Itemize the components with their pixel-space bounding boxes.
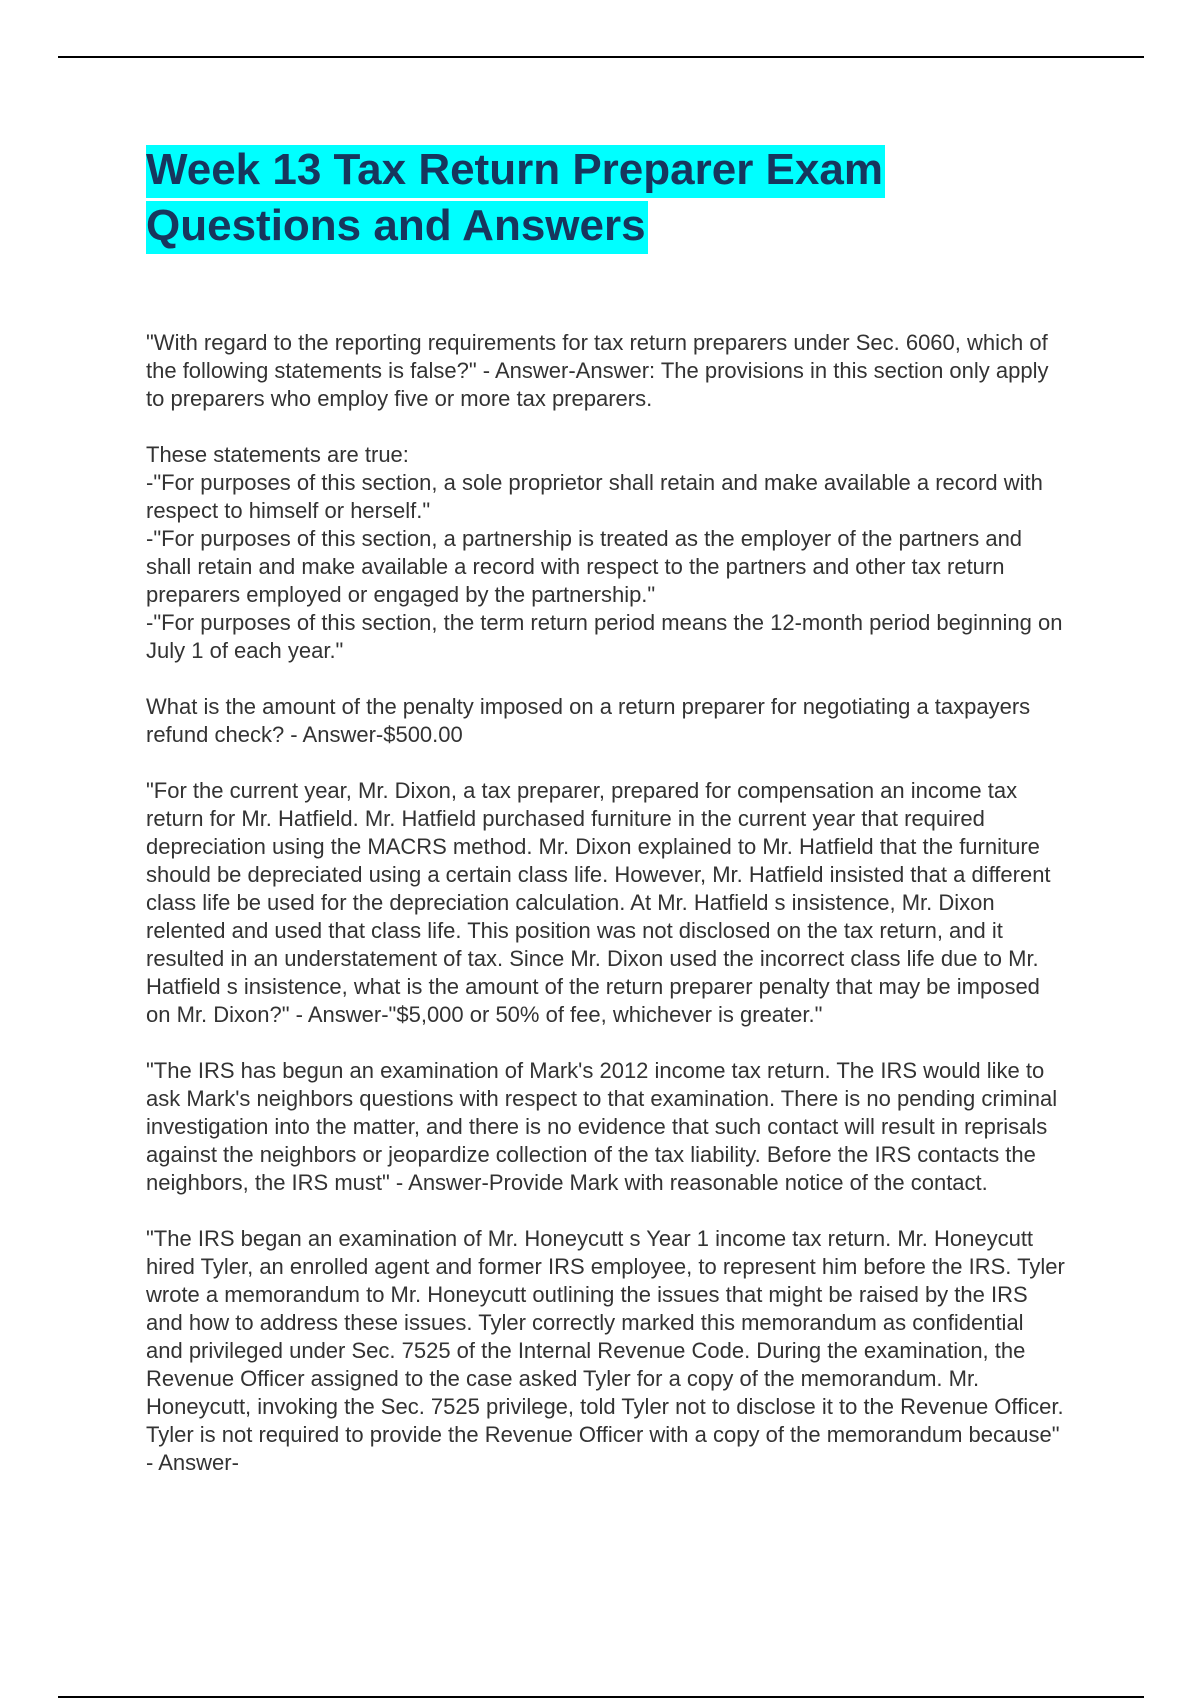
qa-paragraph-3: What is the amount of the penalty imposed on a return preparer for negotiating a taxpayers refund check? - Answer-$500.00: [146, 694, 1031, 747]
document-body: [146, 329, 1066, 1505]
bottom-rule: [58, 1696, 1144, 1698]
top-rule: [58, 56, 1144, 58]
qa-paragraph-2: These statements are true: -"For purposes of this section, a sole proprietor shall retain and make available a record with respect to himself or herself." -"For purposes of this section, a partnership is treated as the employer of the partners and shall retain and make available a record with respect to the partners and other tax return preparers employed or engaged by the partnership." -"For purposes of this section, the term return period means the 12-month period beginning on July 1 of each year.": [146, 442, 1063, 663]
qa-paragraph-5: "The IRS has begun an examination of Mark's 2012 income tax return. The IRS would like to ask Mark's neighbors questions with respect to that examination. There is no pending criminal investigation into the matter, and there is no evidence that such contact will result in reprisals against the neighbors or jeopardize collection of the tax liability. Before the IRS contacts the neighbors, the IRS must" - Answer-Provide Mark with reasonable notice of the contact.: [146, 1058, 1058, 1195]
page-title-text: Week 13 Tax Return Preparer Exam Questions and Answers: [146, 145, 885, 254]
qa-paragraph-4: "For the current year, Mr. Dixon, a tax preparer, prepared for compensation an income tax return for Mr. Hatfield. Mr. Hatfield purchased furniture in the current year that required depreciation using the MACRS method. Mr. Dixon explained to Mr. Hatfield that the furniture should be depreciated using a certain class life. However, Mr. Hatfield insisted that a different class life be used for the depreciation calculation. At Mr. Hatfield s insistence, Mr. Dixon relented and used that class life. This position was not disclosed on the tax return, and it resulted in an understatement of tax. Since Mr. Dixon used the incorrect class life due to Mr. Hatfield s insistence, what is the amount of the return preparer penalty that may be imposed on Mr. Dixon?" - Answer-"$5,000 or 50% of fee, whichever is greater.": [146, 778, 1051, 1027]
qa-paragraph-1: "With regard to the reporting requirements for tax return preparers under Sec. 6060, which of the following statements is false?" - Answer-Answer: The provisions in this section only apply to preparers who employ five or more tax preparers.: [146, 330, 1049, 411]
page-title: [146, 142, 1046, 254]
qa-paragraph-6: "The IRS began an examination of Mr. Honeycutt s Year 1 income tax return. Mr. Honeycutt hired Tyler, an enrolled agent and former IRS employee, to represent him before the IRS. Tyler wrote a memorandum to Mr. Honeycutt outlining the issues that might be raised by the IRS and how to address these issues. Tyler correctly marked this memorandum as confidential and privileged under Sec. 7525 of the Internal Revenue Code. During the examination, the Revenue Officer assigned to the case asked Tyler for a copy of the memorandum. Mr. Honeycutt, invoking the Sec. 7525 privilege, told Tyler not to disclose it to the Revenue Officer. Tyler is not required to provide the Revenue Officer with a copy of the memorandum because" - Answer-: [146, 1226, 1065, 1475]
